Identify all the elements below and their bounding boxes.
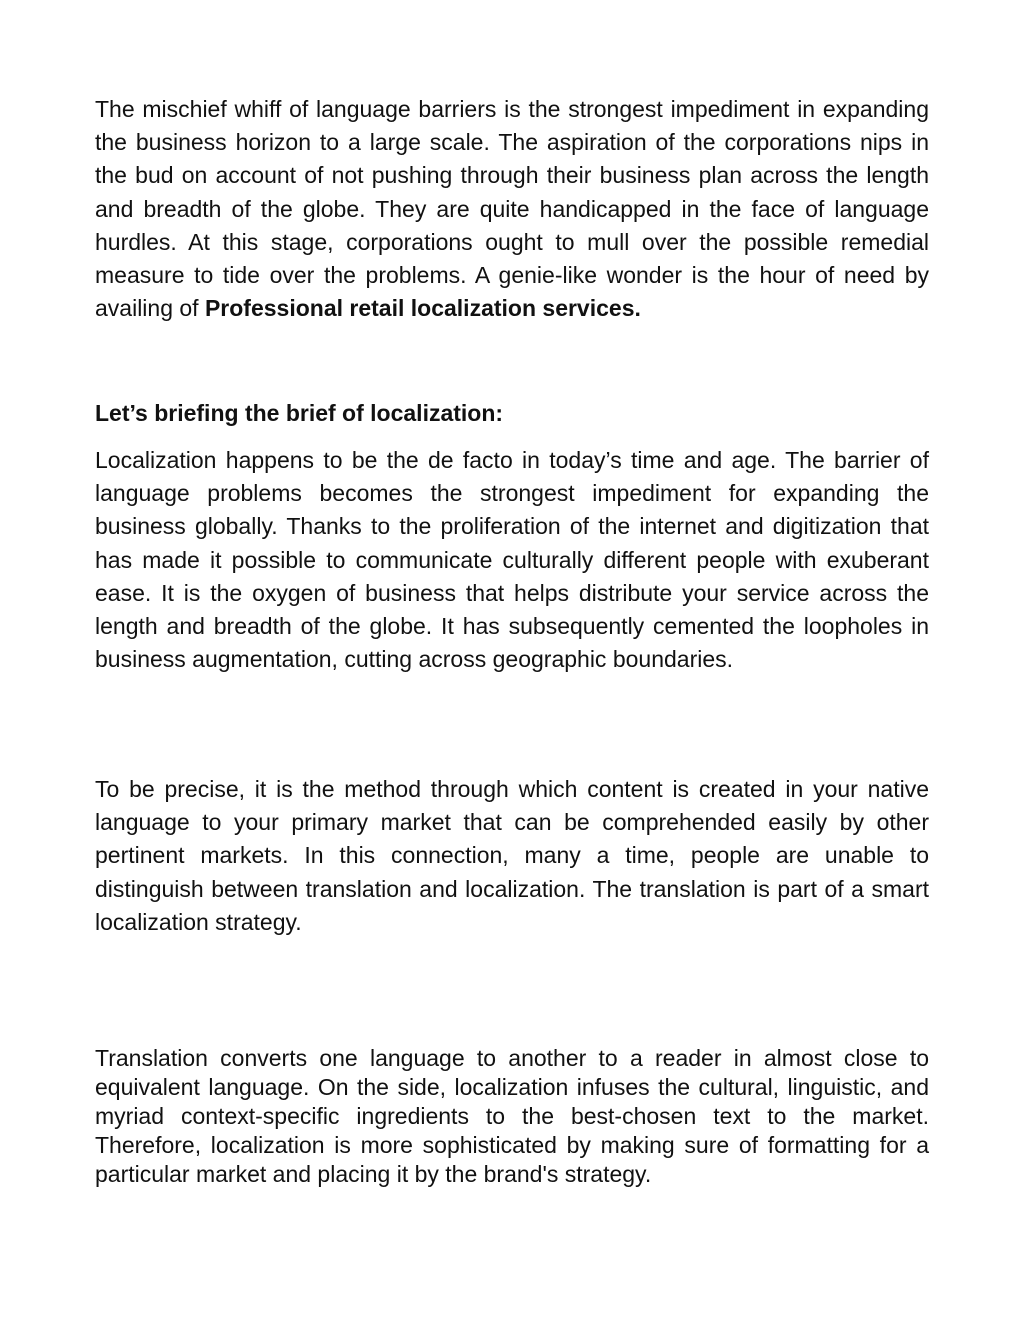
intro-paragraph <box>95 93 929 325</box>
section-heading: Let’s briefing the brief of localization: <box>95 400 504 426</box>
precise-paragraph: To be precise, it is the method through which content is created in your native language to your primary market that can be comprehended easily by other pertinent markets. In this connection, many a time, people are unable to distinguish between translation and localization. The translation is part of a smart localization strategy. <box>95 776 929 935</box>
intro-paragraph-text: The mischief whiff of language barriers is the strongest impediment in expanding the business horizon to a large scale. The aspiration of the corporations nips in the bud on account of not pushing through their business plan across the length and breadth of the globe. They are quite handicapped in the face of language hurdles. At this stage, corporations ought to mull over the possible remedial measure to tide over the problems. A genie-like wonder is the hour of need by availing of <box>95 96 929 322</box>
professional-services-bold-text: Professional retail localization services. <box>204 295 641 322</box>
localization-paragraph: Localization happens to be the de facto in today’s time and age. The barrier of language problems becomes the strongest impediment for expanding the business globally. Thanks to the proliferation of the internet and digitization that has made it possible to communicate culturally different people with exuberant ease. It is the oxygen of business that helps distribute your service across the length and breadth of the globe. It has subsequently cemented the loopholes in business augmentation, cutting across geographic boundaries. <box>95 447 929 673</box>
translation-paragraph: Translation converts one language to another to a reader in almost close to equivalent language. On the side, localization infuses the cultural, linguistic, and myriad context-specific ingredients to the best-chosen text to the market. Therefore, localization is more sophisticated by making sure of formatting for a particular market and placing it by the brand's strategy. <box>95 1045 929 1187</box>
